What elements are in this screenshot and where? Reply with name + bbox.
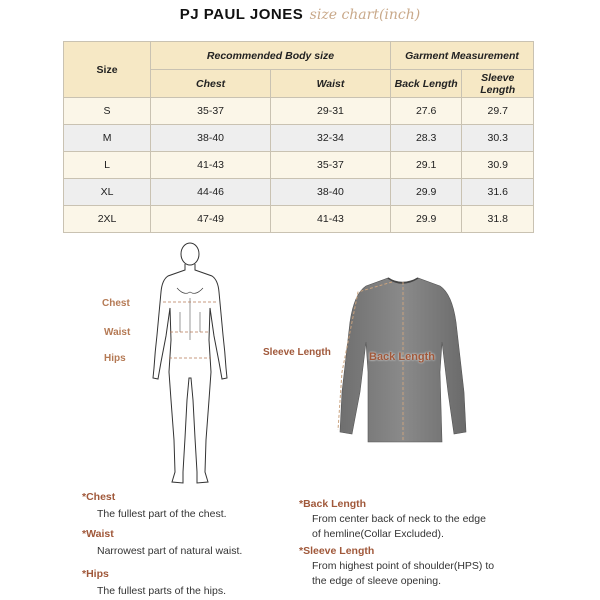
chest-cell: 44-46 <box>151 179 271 206</box>
hips-note-title: *Hips <box>82 568 109 580</box>
back-length-note-title: *Back Length <box>299 498 367 510</box>
sleeve-length-note-text-1: From highest point of shoulder(HPS) to <box>312 560 495 572</box>
sleeve-length-column-header: Sleeve Length <box>462 70 534 98</box>
back-length-cell: 27.6 <box>390 98 462 125</box>
waist-cell: 41-43 <box>271 206 391 233</box>
chest-cell: 35-37 <box>151 98 271 125</box>
chest-figure-label: Chest <box>102 298 130 309</box>
body-outline-figure <box>140 240 240 490</box>
chart-title <box>0 6 600 28</box>
waist-cell: 38-40 <box>271 179 391 206</box>
sleeve-length-cell: 30.3 <box>462 125 534 152</box>
size-cell: M <box>64 125 151 152</box>
hips-figure-label: Hips <box>104 353 126 364</box>
sleeve-length-note-text-2: the edge of sleeve opening. <box>312 575 442 587</box>
waist-column-header: Waist <box>271 70 391 98</box>
chest-note-text: The fullest part of the chest. <box>97 508 227 520</box>
size-table <box>63 41 534 233</box>
waist-note-title: *Waist <box>82 528 114 540</box>
back-length-cell: 28.3 <box>390 125 462 152</box>
waist-cell: 32-34 <box>271 125 391 152</box>
brand-name: PJ PAUL JONES <box>179 6 304 23</box>
sleeve-length-note-title: *Sleeve Length <box>299 545 375 557</box>
waist-figure-label: Waist <box>104 327 131 338</box>
hips-note-text: The fullest parts of the hips. <box>97 585 226 597</box>
back-length-note-text-2: of hemline(Collar Excluded). <box>312 528 444 540</box>
back-length-column-header: Back Length <box>390 70 462 98</box>
size-cell: XL <box>64 179 151 206</box>
back-length-note-text-1: From center back of neck to the edge <box>312 513 486 525</box>
table-row <box>64 179 534 206</box>
size-cell: 2XL <box>64 206 151 233</box>
chest-note-title: *Chest <box>82 491 116 503</box>
chest-cell: 41-43 <box>151 152 271 179</box>
sleeve-length-figure-label: Sleeve Length <box>263 347 331 358</box>
waist-note-text: Narrowest part of natural waist. <box>97 545 243 557</box>
size-column-header: Size <box>64 42 151 98</box>
size-cell: S <box>64 98 151 125</box>
chest-cell: 38-40 <box>151 125 271 152</box>
sleeve-length-cell: 30.9 <box>462 152 534 179</box>
chest-column-header: Chest <box>151 70 271 98</box>
chart-subtitle: size chart(inch) <box>309 7 421 23</box>
waist-cell: 29-31 <box>271 98 391 125</box>
chest-cell: 47-49 <box>151 206 271 233</box>
back-length-cell: 29.1 <box>390 152 462 179</box>
back-length-figure-label: Back Length <box>369 351 436 363</box>
body-size-group-header: Recommended Body size <box>151 42 391 70</box>
back-length-cell: 29.9 <box>390 179 462 206</box>
sleeve-length-cell: 31.8 <box>462 206 534 233</box>
table-row <box>64 98 534 125</box>
back-length-cell: 29.9 <box>390 206 462 233</box>
size-cell: L <box>64 152 151 179</box>
waist-cell: 35-37 <box>271 152 391 179</box>
table-row <box>64 206 534 233</box>
table-row <box>64 152 534 179</box>
table-row <box>64 125 534 152</box>
garment-group-header: Garment Measurement <box>390 42 533 70</box>
sleeve-length-cell: 31.6 <box>462 179 534 206</box>
sleeve-length-cell: 29.7 <box>462 98 534 125</box>
